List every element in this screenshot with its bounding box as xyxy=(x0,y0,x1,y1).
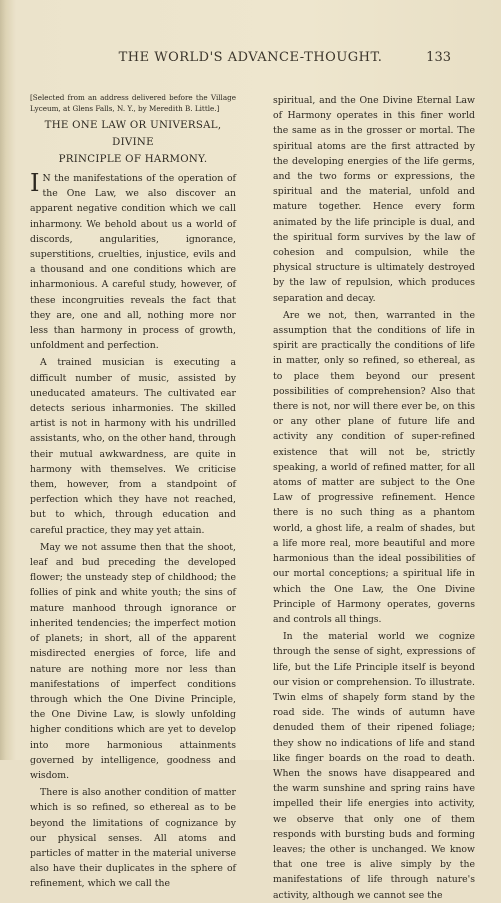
paragraph: spiritual, and the One Divine Eternal Law of Harmony operates in this finer world the same as in the grosser or mortal. The spiritual atoms are the first attracted by the developing energies of the life germs, and the two forms or expressions, the spiritual and the material, unfold and mature together. Hence every form animated by the life principle is dual, and the spiritual form survives by the law of cohesion and compulsion, while the physical structure is ultimately destroyed by the law of repulsion, which produces separation and decay. xyxy=(273,95,475,304)
paragraph xyxy=(30,171,236,353)
paragraph: A trained musician is executing a difficult number of music, assisted by uneducated amateurs. The cultivated ear detects serious inharmonies. The skilled artist is not in harmony with his undrilled assistants, who, on the other hand, through their mutual awkwardness, are quite in harmony with themselves. We criticise them, however, from a standpoint of perfection which they have not reached, but to which, through education and careful practice, they may yet attain. xyxy=(30,357,236,536)
paragraph-text: N the manifestations of the operation of the One Law, we also discover an apparent negative condition which we call inharmony. We behold about us a world of discords, angularities, ignorance, superstitions, cruelties, injustice, evils and a thousand and one conditions which are inharmonious. A careful study, however, of these incongruities reveals the fact that they are, one and all, nothing more nor less than harmony in process of growth, unfoldment and perfection. xyxy=(30,173,236,352)
right-column xyxy=(273,93,475,903)
article-title xyxy=(30,117,236,168)
paragraph: There is also another condition of matter which is so refined, so ethereal as to be beyond the limitations of cognizance by our physical senses. All atoms and particles of matter in the material universe also have their duplicates in the sphere of refinement, which we call the xyxy=(30,787,236,890)
paragraph: In the material world we cognize through the sense of sight, expressions of life, but the Life Principle itself is beyond our vision or comprehension. To illustrate. Twin elms of shapely form stand by the road side. The winds of autumn have denuded them of their ripened foliage; they show no indications of life and stand like finger boards on the road to death. When the snows have disappeared and the warm sunshine and spring rains have impelled their life energies into activity, we observe that only one of them responds with bursting buds and forming leaves; the other is unchanged. We know that one tree is alive simply by the manifestations of life through nature's activity, although we cannot see the xyxy=(273,631,475,901)
running-title: THE WORLD'S ADVANCE-THOUGHT. xyxy=(118,50,383,65)
source-note: [Selected from an address delivered before the Village Lyceum, at Glens Falls, N. Y., by Meredith B. Little.] xyxy=(30,93,236,113)
article-title-line-1: THE ONE LAW OR UNIVERSAL, DIVINE xyxy=(44,120,222,148)
paragraph: May we not assume then that the shoot, leaf and bud preceding the developed flower; the unsteady step of childhood; the follies of pink and white youth; the sins of mature manhood through ignorance or inherited tendencies; the imperfect motion of planets; in short, all of the apparent misdirected energies of force, life and nature are nothing more nor less than manifestations of imperfect conditions through which the One Divine Principle, the One Divine Law, is slowly unfolding higher conditions which are yet to develop into more harmonious attainments governed by intelligence, goodness and wisdom. xyxy=(30,541,236,781)
left-column xyxy=(30,93,236,892)
drop-cap: I xyxy=(30,169,40,197)
page-number: 133 xyxy=(426,50,451,65)
running-header xyxy=(30,50,471,72)
article-title-line-2: PRINCIPLE OF HARMONY. xyxy=(58,154,208,165)
paragraph: Are we not, then, warranted in the assumption that the conditions of life in spirit are practically the conditions of life in matter, only so refined, so ethereal, as to place them beyond our present possibilities of comprehension? Also that there is not, nor will there ever be, on this or any other plane of future life and activity any condition of super-refined existence that will not be, strictly speaking, a world of refined matter, for all atoms of matter are subject to the One Law of progressive refinement. Hence there is no such thing as a phantom world, a ghost life, a realm of shades, but a life more real, more beautiful and more harmonious than the ideal possibilities of our mortal conceptions; a spiritual life in which the One Law, the One Divine Principle of Harmony operates, governs and controls all things. xyxy=(273,309,475,625)
